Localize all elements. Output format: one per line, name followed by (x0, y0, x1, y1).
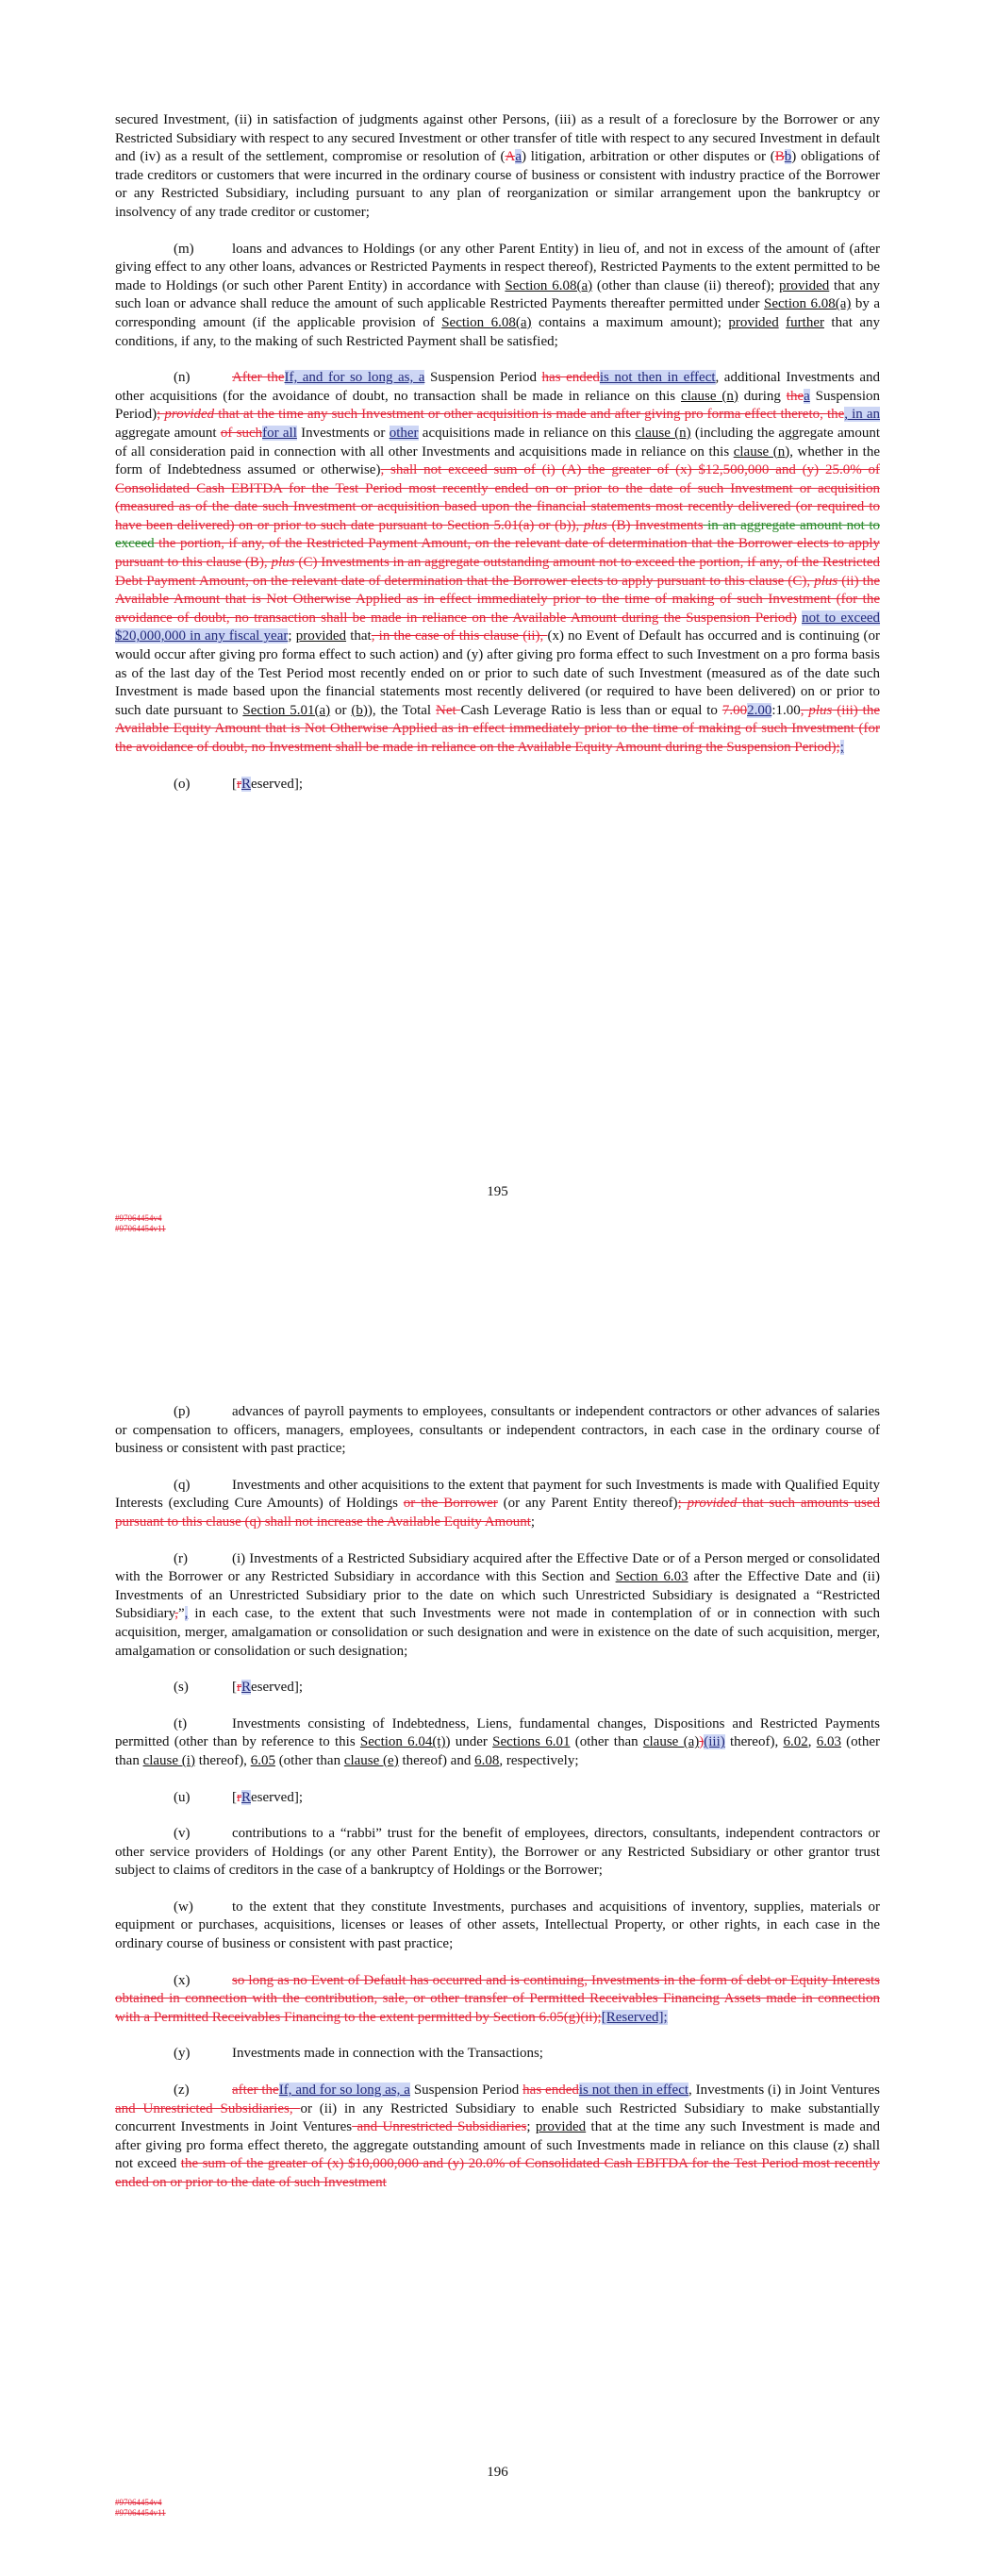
page-body (115, 1403, 880, 2211)
document-footer-id: #97064454v4 #97064454v11 (115, 1213, 166, 1233)
clause-z: (z) after theIf, and for so long as, a Suspension Period has endedis not then in effect, Investments (i) in Joint Ventures and Unrestricted Subsidiaries, or (ii) in any Restricted Subsidiary to enable such Restricted Subsidiary to make substantially concurrent Investments in Joint Ventures and Unrestricted Subsidiaries; provided that at the time any such Investment is made and after giving pro forma effect thereto, the aggregate outstanding amount of such Investments made in reliance on this clause (z) shall not exceed the sum of the greater of (x) $10,000,000 and (y) 20.0% of Consolidated Cash EBITDA for the Test Period most recently ended on or prior to the date of such Investment (115, 2083, 880, 2190)
clause-v: (v) contributions to a “rabbi” trust for the benefit of employees, directors, consultants, independent contractors or other service providers of Holdings (or any other Parent Entity), the Borrower or any Restricted Subsidiary or other grantor trust subject to claims of creditors in the case of a bankruptcy of Holdings or the Borrower; (115, 1826, 880, 1879)
clause-p: (p) advances of payroll payments to employees, consultants or independent contractors or other advances of salaries or compensation to officers, managers, employees, consultants or independent contractors, in each case in the ordinary course of business or consistent with past practice; (115, 1404, 880, 1457)
clause-m: (m) loans and advances to Holdings (or any other Parent Entity) in lieu of, and not in excess of the amount of (after giving effect to any other loans, advances or Restricted Payments in respect thereof), Restricted Payments to the extent permitted to be made to Holdings (or such other Parent Entity) in accordance with Section 6.08(a) (other than clause (ii) thereof); provided that any such loan or advance shall reduce the amount of such applicable Restricted Payments thereafter permitted under Section 6.08(a) by a corresponding amount (if the applicable provision of Section 6.08(a) contains a maximum amount); provided further that any conditions, if any, to the making of such Restricted Payment shall be satisfied; (115, 241, 881, 349)
clause-o: (o) [rReserved]; (174, 776, 303, 792)
paragraph-intro: secured Investment, (ii) in satisfaction of judgments against other Persons, (iii) as a result of a foreclosure by the Borrower or any Restricted Subsidiary with respect to any secured Investment or other transfer of title with respect to any secured Investment in default and (iv) as a result of the settlement, compromise or resolution of (Aa) litigation, arbitration or other disputes or (Bb) obligations of trade creditors or customers that were incurred in the ordinary course of business or consistent with industry practice of the Borrower or any Restricted Subsidiary, including pursuant to any plan of reorganization or similar arrangement upon the bankruptcy or insolvency of any trade creditor or customer; (115, 112, 881, 220)
page-number: 196 (487, 2465, 508, 2480)
clause-y: (y) Investments made in connection with the Transactions; (174, 2046, 543, 2062)
clause-q: (q) Investments and other acquisitions to the extent that payment for such Investments is made with Qualified Equity Interests (excluding Cure Amounts) of Holdings or the Borrower (or any Parent Entity thereof); provided that such amounts used pursuant to this clause (q) shall not increase the Available Equity Amount; (115, 1477, 880, 1530)
clause-s: (s) [rReserved]; (174, 1680, 303, 1696)
clause-w: (w) to the extent that they constitute Investments, purchases and acquisitions of inventory, supplies, materials or equipment or purchases, acquisitions, licenses or leases of other assets, Intellectual Property, or other rights, in each case in the ordinary course of business or consistent with past practice; (115, 1899, 880, 1952)
clause-x: (x) so long as no Event of Default has occurred and is continuing, Investments in the form of debt or Equity Interests obtained in connection with the contribution, sale, or other transfer of Permitted Receivables Financing Assets made in connection with a Permitted Receivables Financing to the extent permitted by Section 6.05(g)(ii);[Reserved]; (115, 1972, 880, 2025)
clause-u: (u) [rReserved]; (174, 1789, 303, 1805)
page-196 (0, 1288, 995, 2576)
page-number: 195 (487, 1184, 508, 1199)
clause-r: (r) (i) Investments of a Restricted Subsidiary acquired after the Effective Date or of a Person merged or consolidated with the Borrower or any Restricted Subsidiary in accordance with this Section and Section 6.03 after the Effective Date and (ii) Investments of an Unrestricted Subsidiary prior to the date on which such Unrestricted Subsidiary is designated a “Restricted Subsidiary,”, in each case, to the extent that such Investments were not made in contemplation of or in connection with such acquisition, merger, amalgamation or consolidation or such designation and were in existence on the date of such acquisition, merger, amalgamation or consolidation or such designation; (115, 1550, 880, 1659)
document-footer-id: #97064454v4 #97064454v11 (115, 2498, 166, 2517)
clause-t: (t) Investments consisting of Indebtedness, Liens, fundamental changes, Dispositions and Restricted Payments permitted (other than by reference to this Section 6.04(t)) under Sections 6.01 (other than clause (a))(iii) thereof), 6.02, 6.03 (other than clause (i) thereof), 6.05 (other than clause (e) thereof) and 6.08, respectively; (115, 1715, 880, 1768)
clause-n: (n) After theIf, and for so long as, a Suspension Period has endedis not then in effect, additional Investments and other acquisitions (for the avoidance of doubt, no transaction shall be made in reliance on this clause (n) during thea Suspension Period); provided that at the time any such Investment or other acquisition is made and after giving pro forma effect thereto, the, in an aggregate amount of suchfor all Investments or other acquisitions made in reliance on this clause (n) (including the aggregate amount of all consideration paid in connection with all other Investments and acquisitions made in reliance on this clause (n), whether in the form of Indebtedness assumed or otherwise), shall not exceed sum of (i) (A) the greater of (x) $12,500,000 and (y) 25.0% of Consolidated Cash EBITDA for the Test Period most recently ended on or prior to the date of such Investment or acquisition (measured as of the date such Investment or acquisition based upon the financial statements most recently delivered (or required to have been delivered) on or prior to such date pursuant to Section 5.01(a) or (b)), plus (B) Investments in an aggregate amount not to exceed the portion, if any, of the Restricted Payment Amount, on the relevant date of determination that the Borrower elects to apply pursuant to this clause (B), plus (C) Investments in an aggregate outstanding amount not to exceed the portion, if any, of the Restricted Debt Payment Amount, on the relevant date of determination that the Borrower elects to apply pursuant to this clause (C), plus (ii) the Available Amount that is Not Otherwise Applied as in effect immediately prior to the time of making of such Investment (for the avoidance of doubt, no transaction shall be made in reliance on the Available Amount during the Suspension Period) not to exceed $20,000,000 in any fiscal year; provided that, in the case of this clause (ii), (x) no Event of Default has occurred and is continuing (or would occur after giving pro forma effect to such action) and (y) after giving pro forma effect to such Investment on a pro forma basis as of the last day of the Test Period most recently ended on or prior to such date of such Investment (measured as of the date such Investment is made based upon the financial statements most recently delivered (or required to have been delivered) on or prior to such date pursuant to Section 5.01(a) or (b)), the Total Net Cash Leverage Ratio is less than or equal to 7.002.00:1.00, plus (iii) the Available Equity Amount that is Not Otherwise Applied as in effect immediately prior to the time of making of such Investment (for the avoidance of doubt, no Investment shall be made in reliance on the Available Equity Amount during the Suspension Period);; (115, 370, 881, 755)
page-body (115, 111, 880, 811)
